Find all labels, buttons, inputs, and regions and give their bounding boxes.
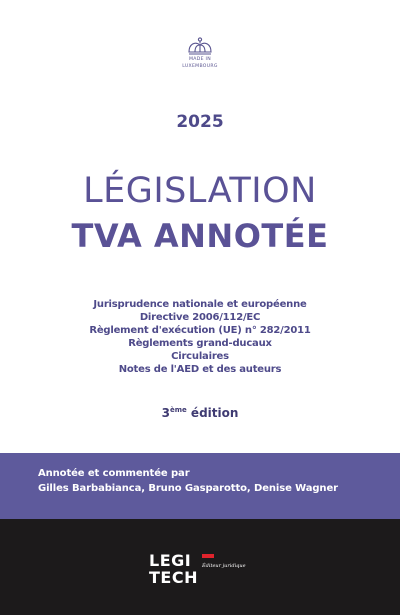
authors-names: Gilles Barbabianca, Bruno Gasparotto, Denise Wagner [38,483,338,494]
crown-icon [186,36,214,56]
contents-item: Directive 2006/112/EC [139,312,261,323]
contents-list [0,298,400,376]
contents-item: Notes de l'AED et des auteurs [118,364,282,375]
authors-intro: Annotée et commentée par [38,468,190,479]
badge-line2: LUXEMBOURG [182,63,218,69]
publisher-footer [0,519,400,615]
contents-item: Règlements grand-ducaux [128,338,272,349]
edition-text: édition [186,406,239,420]
contents-item: Règlement d'exécution (UE) n° 282/2011 [89,325,311,336]
logo-word2: TECH [149,568,198,587]
logo-tagline: Éditeur juridique [202,563,246,569]
contents-item: Jurisprudence nationale et européenne [93,299,307,310]
logo-word1: LEGI [149,551,192,570]
authors-band [0,453,400,519]
title-line2: TVA ANNOTÉE [71,217,329,255]
title-line1: LÉGISLATION [83,171,317,211]
edition-suffix: ème [169,406,187,414]
edition-number: 3 [161,406,170,420]
made-in-luxembourg-badge [172,36,228,69]
logo-red-bar [202,554,214,558]
edition-label [0,406,400,420]
publisher-logo [149,553,249,589]
edition-year: 2025 [176,112,224,132]
badge-line1: MADE IN [189,57,211,62]
contents-item: Circulaires [171,351,229,362]
